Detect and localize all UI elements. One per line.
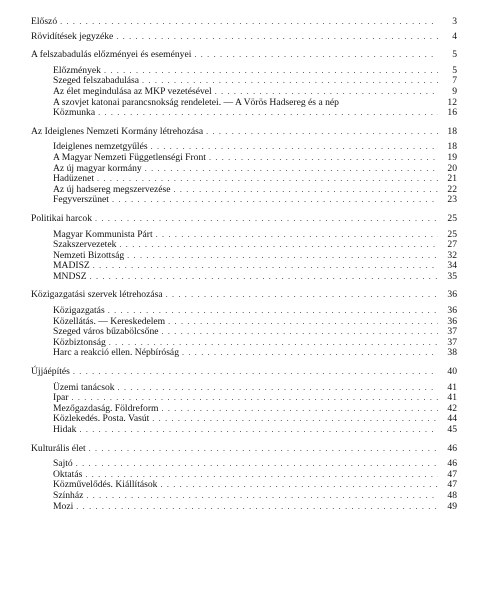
section-heading-page-number: 25 <box>447 212 457 224</box>
toc-entry-page-number: 21 <box>447 173 457 185</box>
dot-leader <box>98 108 438 119</box>
dot-leader <box>156 230 438 241</box>
toc-entry-title: Szeged város bűzabölcsőne <box>53 326 159 338</box>
dot-leader <box>160 480 438 491</box>
dot-leader <box>162 327 439 338</box>
toc-entry-title: MADISZ <box>53 260 90 272</box>
toc-entry <box>31 491 457 502</box>
dot-leader <box>116 32 438 43</box>
toc-entry-title: Közlekedés. Posta. Vasút <box>53 413 150 425</box>
dot-leader <box>145 164 438 175</box>
toc-entry-page-number: 46 <box>447 458 457 470</box>
dot-leader <box>89 444 438 455</box>
dot-leader <box>112 195 438 206</box>
toc-entry-page-number: 41 <box>447 392 457 404</box>
toc-entry-page-number: 42 <box>447 402 457 414</box>
toc-entry-page-number: 36 <box>447 305 457 317</box>
section-heading-title: A felszabadulás előzményei és eseményei <box>31 49 192 61</box>
toc-entry-page-number: 41 <box>447 381 457 393</box>
toc-entry-title: Oktatás <box>53 468 83 480</box>
section-heading-title: Az Ideiglenes Nemzeti Kormány létrehozása <box>31 125 204 137</box>
toc-entry-page-number: 32 <box>447 249 457 261</box>
toc-entry <box>31 414 457 425</box>
toc-section <box>31 367 457 436</box>
dot-leader <box>168 317 438 328</box>
toc-entry-title: Előzmények <box>53 64 101 76</box>
dot-leader <box>76 459 438 470</box>
toc-entry <box>31 164 457 175</box>
toc-entry-title: Fegyverszünet <box>53 194 109 206</box>
toc-entry-page-number: 16 <box>447 107 457 119</box>
section-heading-title: Újjáépítés <box>31 366 70 378</box>
toc-entry-page-number: 22 <box>447 183 457 195</box>
dot-leader <box>95 214 438 225</box>
dot-leader <box>86 491 438 502</box>
section-heading-page-number: 36 <box>447 289 457 301</box>
toc-entry-page-number: 35 <box>447 270 457 282</box>
toc-entry-title: Közbiztonság <box>53 336 106 348</box>
toc-entry-title: Az élet megindulása az MKP vezetésével <box>53 85 212 97</box>
dot-leader <box>194 50 438 61</box>
toc-entry-page-number: 34 <box>447 260 457 272</box>
toc-entry-title: Harc a reakció ellen. Népbíróság <box>53 347 179 359</box>
toc-entry-page-number: 49 <box>447 500 457 512</box>
toc-entry-title: Ideiglenes nemzetgyűlés <box>53 141 148 153</box>
toc-entry-title: Szeged felszabadulása <box>53 75 140 87</box>
dot-leader <box>104 66 438 77</box>
dot-leader <box>182 348 438 359</box>
toc-entry-title: Közmunka <box>53 107 96 119</box>
toc-entry-page-number: 19 <box>447 151 457 163</box>
section-heading-page-number: 40 <box>447 366 457 378</box>
table-of-contents <box>31 17 457 520</box>
toc-entry-page-number: 5 <box>452 64 457 76</box>
toc-entry <box>31 383 457 394</box>
toc-entry-page-number: 18 <box>447 141 457 153</box>
toc-entry-title: Ipar <box>53 392 69 404</box>
section-heading-page-number: 18 <box>447 125 457 137</box>
dot-leader <box>173 185 438 196</box>
toc-entry <box>31 348 457 359</box>
dot-leader <box>162 404 439 415</box>
toc-entry-title: Hidak <box>53 424 77 435</box>
toc-entry-title: Színház <box>53 489 84 501</box>
toc-entry <box>31 251 457 262</box>
section-heading <box>31 290 457 301</box>
dot-leader <box>119 240 438 251</box>
toc-section <box>31 444 457 513</box>
toc-section <box>31 50 457 119</box>
toc-entry-title: Üzemi tanácsok <box>53 381 115 393</box>
front-entry <box>31 17 457 28</box>
toc-section <box>31 214 457 283</box>
toc-entry-page-number: 9 <box>452 85 457 97</box>
toc-entry-title: Az új magyar kormány <box>53 162 142 174</box>
toc-entry-page-number: 47 <box>447 479 457 491</box>
dot-leader <box>118 383 438 394</box>
toc-entry <box>31 195 457 206</box>
toc-entry <box>31 459 457 470</box>
dot-leader <box>206 127 438 138</box>
section-heading <box>31 367 457 378</box>
dot-leader <box>209 153 438 164</box>
toc-entry-page-number: 47 <box>447 468 457 480</box>
toc-entry <box>31 272 457 283</box>
toc-entry-title: Közellátás. — Kereskedelem <box>53 315 166 327</box>
dot-leader <box>166 290 438 301</box>
section-heading-title: Közigazgatási szervek létrehozása <box>31 289 163 301</box>
toc-entry-page-number: 20 <box>447 162 457 174</box>
toc-entry-page-number: 38 <box>447 347 457 359</box>
dot-leader <box>76 502 438 513</box>
section-heading <box>31 214 457 225</box>
toc-entry-page-number: 25 <box>447 228 457 240</box>
toc-entry-page-number: 48 <box>447 489 457 501</box>
toc-entry-title: Szakszervezetek <box>53 239 117 251</box>
dot-leader <box>127 251 438 262</box>
toc-entry-page-number: 12 <box>447 96 457 108</box>
dot-leader <box>215 87 438 98</box>
toc-entry <box>31 153 457 164</box>
front-entry-title: Rövidítések jegyzéke <box>31 30 114 42</box>
dot-leader <box>79 425 438 436</box>
toc-entry-page-number: 37 <box>447 336 457 348</box>
toc-entry <box>31 261 457 272</box>
toc-entry-page-number: 7 <box>452 75 457 87</box>
toc-entry-page-number: 27 <box>447 239 457 251</box>
toc-entry-title: Mezőgazdaság. Földreform <box>53 402 159 414</box>
dot-leader <box>90 272 438 283</box>
toc-entry-page-number: 23 <box>447 194 457 206</box>
toc-section <box>31 290 457 359</box>
toc-entry-title: Közigazgatás <box>53 305 105 317</box>
front-entry-title: Előszó <box>31 16 58 27</box>
dot-leader <box>73 367 438 378</box>
section-heading <box>31 127 457 138</box>
toc-entry-page-number: 36 <box>447 315 457 327</box>
toc-entry-title: Nemzeti Bizottság <box>53 249 125 261</box>
toc-entry-title: Sajtó <box>53 458 73 470</box>
toc-entry-title: Mozi <box>53 500 74 512</box>
section-heading-page-number: 46 <box>447 442 457 454</box>
toc-entry <box>31 425 457 436</box>
toc-entry-title: A Magyar Nemzeti Függetlenségi Front <box>53 151 206 163</box>
front-entry-page-number: 3 <box>452 16 457 27</box>
dot-leader <box>152 414 438 425</box>
toc-entry-page-number: 44 <box>447 413 457 425</box>
dot-leader <box>60 17 438 28</box>
section-heading <box>31 444 457 455</box>
section-heading <box>31 50 457 61</box>
front-entry <box>31 32 457 43</box>
dot-leader <box>93 261 438 272</box>
toc-entry-title: A szovjet katonai parancsnokság rendeletei. — A Vörös Hadsereg és a nép <box>53 96 339 108</box>
front-matter <box>31 17 457 42</box>
section-heading-page-number: 5 <box>452 49 457 61</box>
toc-entry <box>31 480 457 491</box>
toc-entry <box>31 108 457 119</box>
toc-entry-title: Hadüzenet <box>53 173 95 185</box>
front-entry-page-number: 4 <box>452 30 457 42</box>
section-heading-title: Politikai harcok <box>31 212 93 224</box>
toc-entry <box>31 502 457 513</box>
toc-entry-page-number: 37 <box>447 326 457 338</box>
toc-entry-title: Magyar Kommunista Párt <box>53 228 153 240</box>
toc-entry-page-number: 45 <box>447 424 457 435</box>
toc-entry-title: Az új hadsereg megszervezése <box>53 183 171 195</box>
toc-section <box>31 127 457 206</box>
toc-entry-title: Közművelődés. Kiállítások <box>53 479 158 491</box>
toc-entry-title: MNDSZ <box>53 270 87 282</box>
section-heading-title: Kulturális élet <box>31 442 86 454</box>
toc-entry <box>31 87 457 98</box>
